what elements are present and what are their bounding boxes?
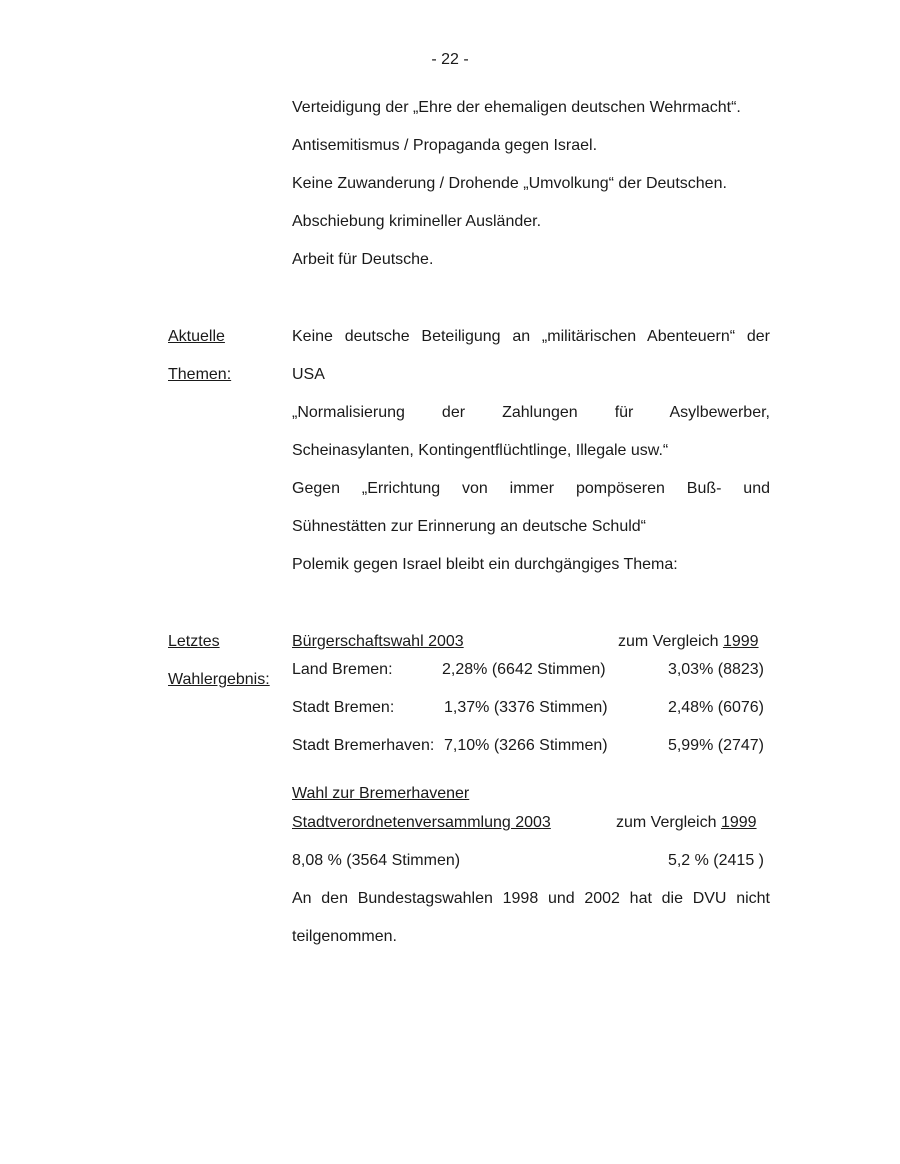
bremerhaven-heading: Stadtverordnetenversammlung 2003 — [292, 814, 551, 831]
closing-line: An den Bundestagswahlen 1998 und 2002 hat die DVU nicht — [292, 890, 770, 907]
topic-line: USA — [292, 366, 325, 383]
result-place: Stadt Bremerhaven: — [292, 737, 435, 754]
buergerschaft-heading: Bürgerschaftswahl 2003 — [292, 633, 464, 650]
comparison-prefix: zum Vergleich — [616, 814, 717, 831]
comparison-year: 1999 — [722, 633, 759, 650]
intro-line: Antisemitismus / Propaganda gegen Israel. — [292, 137, 598, 154]
result-place: Stadt Bremen: — [292, 699, 395, 716]
comparison-heading — [616, 813, 757, 833]
bremerhaven-1999: 5,2 % (2415 ) — [667, 852, 764, 869]
result-1999: 3,03% (8823) — [667, 661, 764, 678]
topic-line: Sühnestätten zur Erinnerung an deutsche Schuld“ — [292, 518, 647, 535]
intro-line: Abschiebung krimineller Ausländer. — [292, 213, 542, 230]
bremerhaven-heading: Wahl zur Bremerhavener — [292, 785, 470, 802]
topic-line: Polemik gegen Israel bleibt ein durchgängiges Thema: — [292, 556, 678, 573]
results-label: Wahlergebnis: — [168, 671, 270, 688]
result-1999: 5,99% (2747) — [667, 737, 764, 754]
result-2003: 1,37% (3376 Stimmen) — [444, 699, 608, 716]
topic-line: Keine deutsche Beteiligung an „militärischen Abenteuern“ der — [292, 328, 770, 345]
results-label: Letztes — [168, 633, 220, 650]
result-place: Land Bremen: — [292, 661, 393, 678]
topic-line: „Normalisierung der Zahlungen für Asylbewerber, — [292, 404, 770, 421]
page-number: - 22 - — [431, 51, 469, 68]
result-1999: 2,48% (6076) — [667, 699, 764, 716]
result-2003: 7,10% (3266 Stimmen) — [444, 737, 608, 754]
comparison-heading — [618, 632, 759, 652]
topics-label: Aktuelle — [168, 328, 225, 345]
closing-line: teilgenommen. — [292, 928, 397, 945]
intro-line: Arbeit für Deutsche. — [292, 251, 434, 268]
comparison-prefix: zum Vergleich — [618, 633, 719, 650]
intro-line: Keine Zuwanderung / Drohende „Umvolkung“ der Deutschen. — [292, 175, 727, 192]
topics-label: Themen: — [168, 366, 232, 383]
bremerhaven-2003: 8,08 % (3564 Stimmen) — [292, 852, 461, 869]
topic-line: Gegen „Errichtung von immer pompöseren Buß- und — [292, 480, 770, 497]
topic-line: Scheinasylanten, Kontingentflüchtlinge, Illegale usw.“ — [292, 442, 669, 459]
comparison-year: 1999 — [720, 814, 757, 831]
result-2003: 2,28% (6642 Stimmen) — [442, 661, 606, 678]
intro-line: Verteidigung der „Ehre der ehemaligen deutschen Wehrmacht“. — [292, 99, 741, 116]
